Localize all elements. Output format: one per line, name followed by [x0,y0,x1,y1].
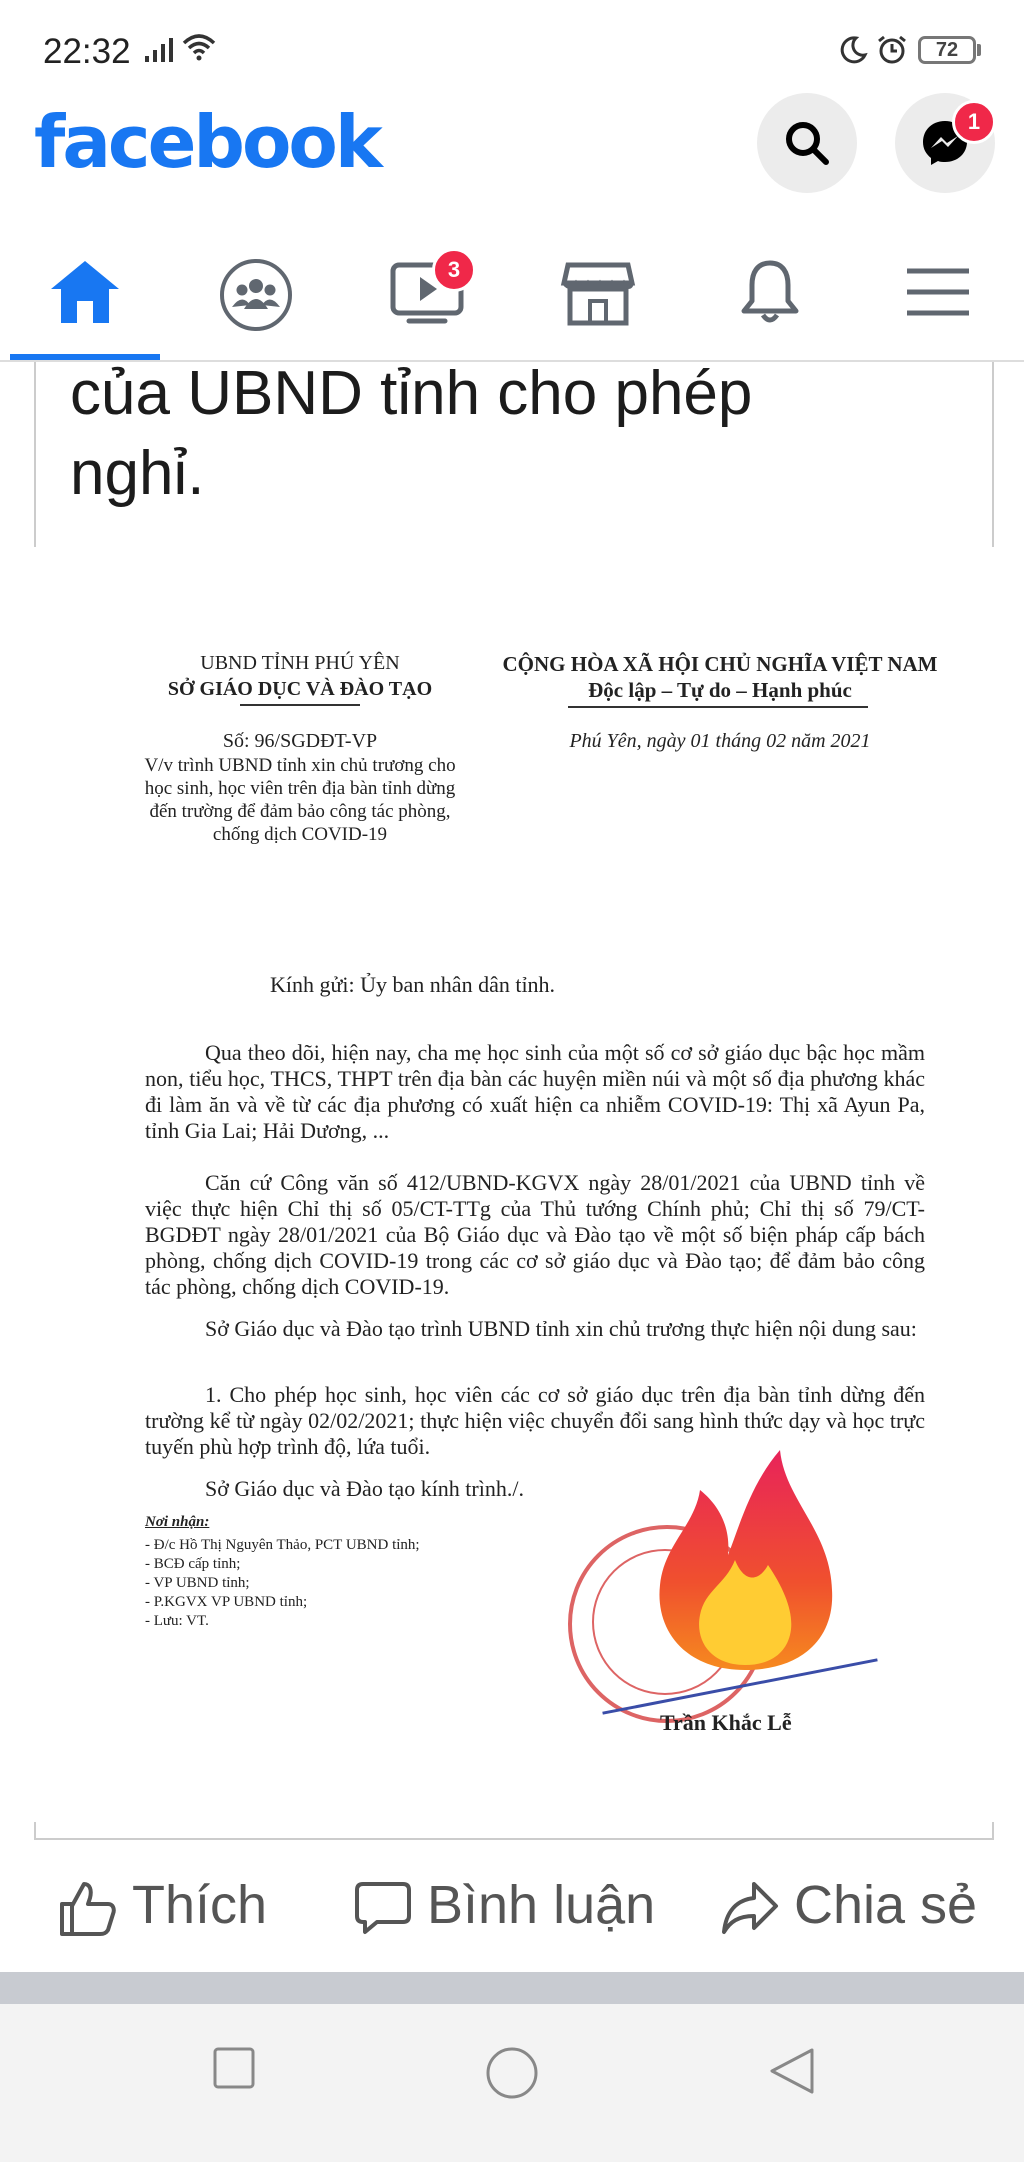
org-line-2: SỞ GIÁO DỤC VÀ ĐÀO TẠO [167,678,433,700]
like-label: Thích [132,1875,268,1935]
alarm-icon [876,34,908,66]
post-image-document[interactable] [0,600,1024,1820]
groups-icon [218,257,294,333]
thumbs-up-icon [58,1878,118,1938]
recipients-title: Nơi nhận: [145,1514,210,1530]
post-text-box [34,359,994,547]
post-actions [0,1852,1024,1972]
recipient-item: - Lưu: VT. [145,1613,209,1629]
notifications-icon [732,257,808,327]
fire-emoji-sticker [650,1445,840,1675]
document-paragraph: 1. Cho phép học sinh, học viên các cơ sở giáo dục trên địa bàn tỉnh dừng đến trường kể từ ngày 02/02/2021; thực hiện việc chuyển đổi sang hình thức dạy và học trực tuyến phù hợp trình độ, lứa tuổi. [145,1382,925,1459]
search-button[interactable] [757,93,857,193]
menu-icon [903,257,973,327]
tab-menu[interactable] [873,242,1003,354]
post-text-line: của UBND tỉnh cho phép [70,359,753,428]
org-line-1: UBND TỈNH PHÚ YÊN [200,652,400,674]
back-triangle-icon[interactable] [768,2046,816,2096]
post-bottom-border [34,1822,994,1840]
watch-badge: 3 [432,248,476,292]
status-bar [0,0,1024,105]
document-subject: V/v trình UBND tỉnh xin chủ trương cho học sinh, học viên trên địa bàn tỉnh dừng đến trường để đảm bảo công tác phòng, chống dịch COVID-19 [144,755,456,845]
feed-divider [0,1972,1024,2004]
signer-name: Trần Khắc Lễ [660,1710,792,1735]
comment-icon [353,1878,413,1938]
recent-apps-icon[interactable] [212,2046,256,2090]
document-paragraph: Sở Giáo dục và Đào tạo kính trình./. [205,1476,524,1501]
home-circle-icon[interactable] [485,2046,539,2100]
recipient-item: - VP UBND tỉnh; [145,1575,250,1591]
recipient-item: - P.KGVX VP UBND tỉnh; [145,1594,308,1610]
tab-home[interactable] [20,242,150,354]
home-icon [47,257,123,327]
status-time: 22:32 [43,32,131,71]
nation-line-2: Độc lập – Tự do – Hạnh phúc [588,678,852,702]
document-paragraph: Căn cứ Công văn số 412/UBND-KGVX ngày 28/01/2021 của UBND tỉnh về việc thực hiện Chỉ thị số 05/CT-TTg của Thủ tướng Chính phủ; Chỉ thị số 79/CT-BGDĐT ngày 28/01/2021 của Bộ Giáo dục và Đào tạo về một số biện pháp cấp bách phòng, chống dịch COVID-19 trong các cơ sở giáo dục và Đào tạo; để đảm bảo công tác phòng, chống dịch COVID-19. [145,1170,925,1299]
document-salutation: Kính gửi: Ủy ban nhân dân tỉnh. [270,972,556,997]
nation-underline [568,706,868,708]
recipient-item: - Đ/c Hồ Thị Nguyên Thảo, PCT UBND tỉnh; [145,1537,420,1553]
recipient-item: - BCĐ cấp tỉnh; [145,1556,241,1572]
search-icon [782,118,832,168]
marketplace-icon [560,257,636,327]
document-paragraph: Qua theo dõi, hiện nay, cha mẹ học sinh của một số cơ sở giáo dục bậc học mầm non, tiểu học, THCS, THPT trên địa bàn các huyện miền núi và một số địa phương khác đi làm ăn và về từ các địa phương có xuất hiện ca nhiễm COVID-19: Thị xã Ayun Pa, tỉnh Gia Lai; Hải Dương, ... [145,1040,925,1143]
post-text [70,354,970,514]
signal-icon [145,38,175,62]
org-underline [240,704,360,706]
comment-label: Bình luận [427,1875,656,1935]
tab-groups[interactable] [191,242,321,354]
battery-tip [977,44,981,56]
main-nav [0,242,1024,362]
share-label: Chia sẻ [794,1875,978,1935]
tab-marketplace[interactable] [533,242,663,354]
share-icon [720,1878,780,1938]
document-number: Số: 96/SGDĐT-VP [222,730,378,752]
system-navigation-bar [0,2004,1024,2162]
post-text-line: nghỉ. [70,439,205,508]
facebook-logo[interactable]: facebook [34,100,380,184]
wifi-icon [182,33,216,61]
nation-line-1: CỘNG HÒA XÃ HỘI CHỦ NGHĨA VIỆT NAM [502,652,938,676]
document-paragraph: Sở Giáo dục và Đào tạo trình UBND tỉnh xin chủ trương thực hiện nội dung sau: [205,1316,917,1341]
tab-notifications[interactable] [705,242,835,354]
messenger-badge: 1 [952,100,996,144]
moon-icon [838,35,868,65]
document-date: Phú Yên, ngày 01 tháng 02 năm 2021 [569,730,871,752]
battery-indicator: 72 [918,36,976,64]
